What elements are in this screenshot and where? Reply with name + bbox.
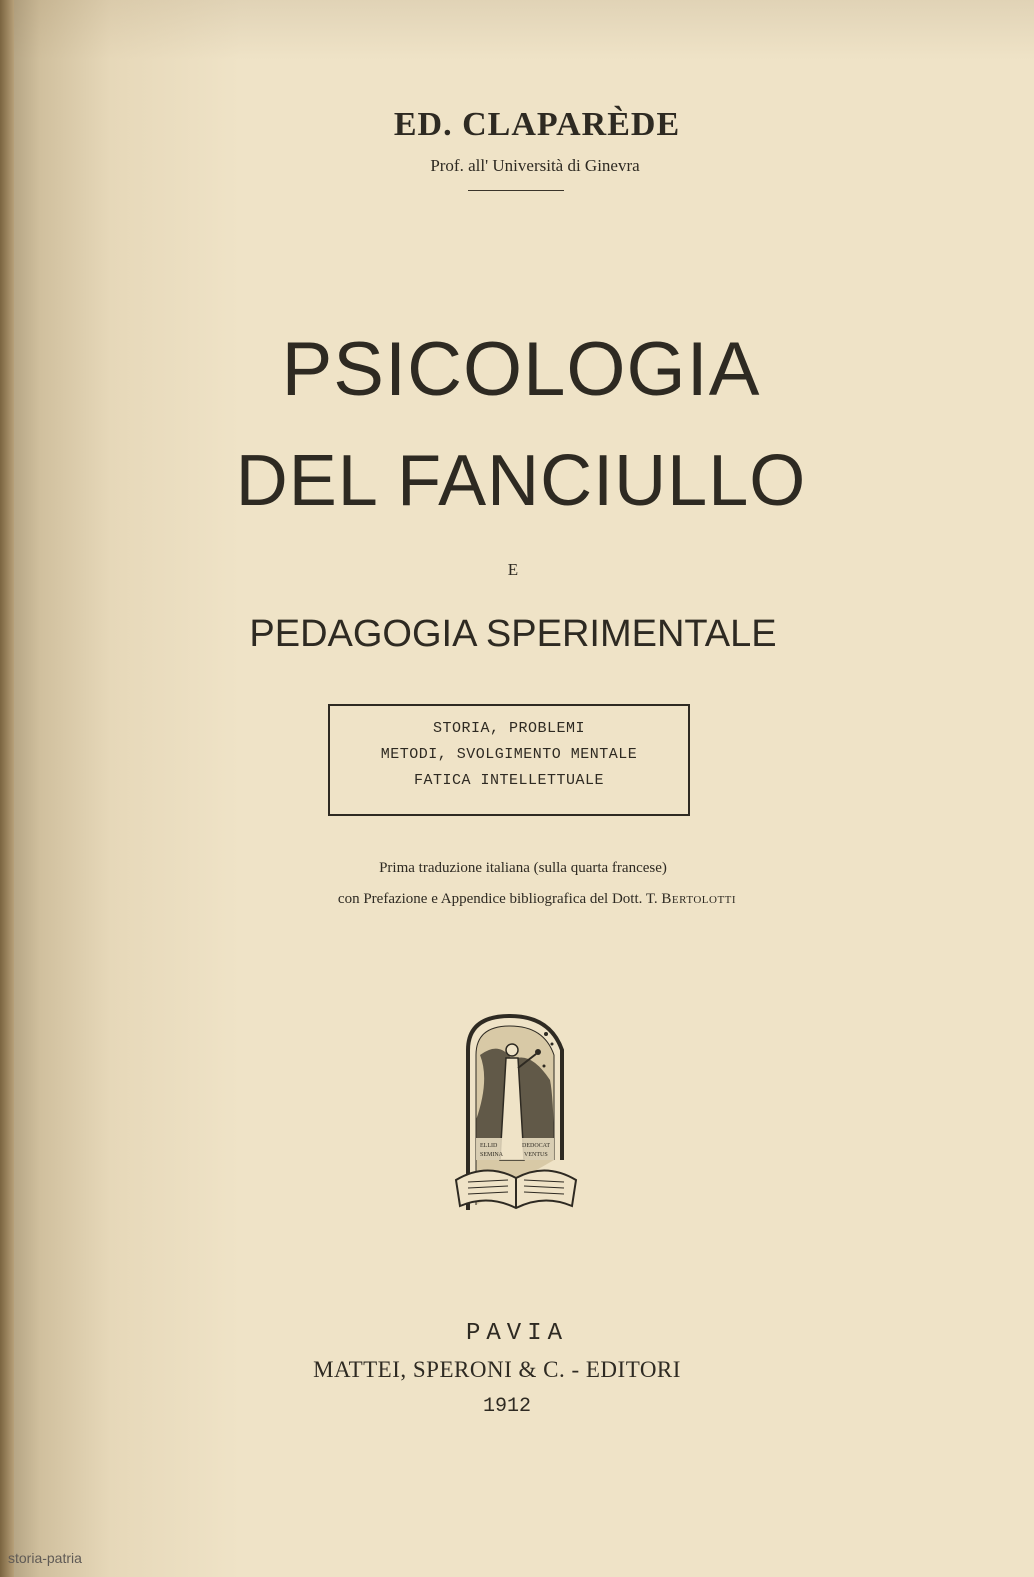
watermark-text: storia-patria	[8, 1550, 82, 1566]
author-name: ED. CLAPARÈDE	[393, 106, 681, 143]
publisher-city: PAVIA	[465, 1320, 568, 1347]
preface-text: con Prefazione e Appendice bibliografica del Dott. T.	[337, 891, 658, 907]
title-conjunction: E	[507, 560, 519, 579]
author-affiliation: Prof. all' Università di Ginevra	[430, 156, 640, 175]
translation-note: Prima traduzione italiana (sulla quarta francese)	[379, 860, 667, 876]
svg-text:VENTUS: VENTUS	[524, 1152, 548, 1158]
svg-text:ELLID: ELLID	[480, 1143, 498, 1149]
title-line-3: PEDAGOGIA SPERIMENTALE	[249, 613, 777, 655]
publisher-name: MATTEI, SPERONI & C. - EDITORI	[313, 1357, 681, 1382]
topics-box	[328, 704, 690, 816]
title-line-2: DEL FANCIULLO	[235, 441, 807, 521]
topic-line: FATICA INTELLETTUALE	[413, 772, 605, 789]
divider-rule	[468, 190, 564, 191]
translator-name: Bertolotti	[661, 891, 737, 907]
publisher-emblem-icon	[450, 1010, 580, 1220]
publication-year: 1912	[482, 1395, 531, 1418]
svg-text:DEDOCAT: DEDOCAT	[522, 1143, 550, 1149]
preface-note	[20, 891, 1034, 908]
topic-line: METODI, SVOLGIMENTO MENTALE	[380, 746, 638, 763]
topic-line: STORIA, PROBLEMI	[432, 720, 586, 737]
title-line-1: PSICOLOGIA	[281, 327, 761, 412]
svg-text:SEMINA: SEMINA	[480, 1152, 504, 1158]
